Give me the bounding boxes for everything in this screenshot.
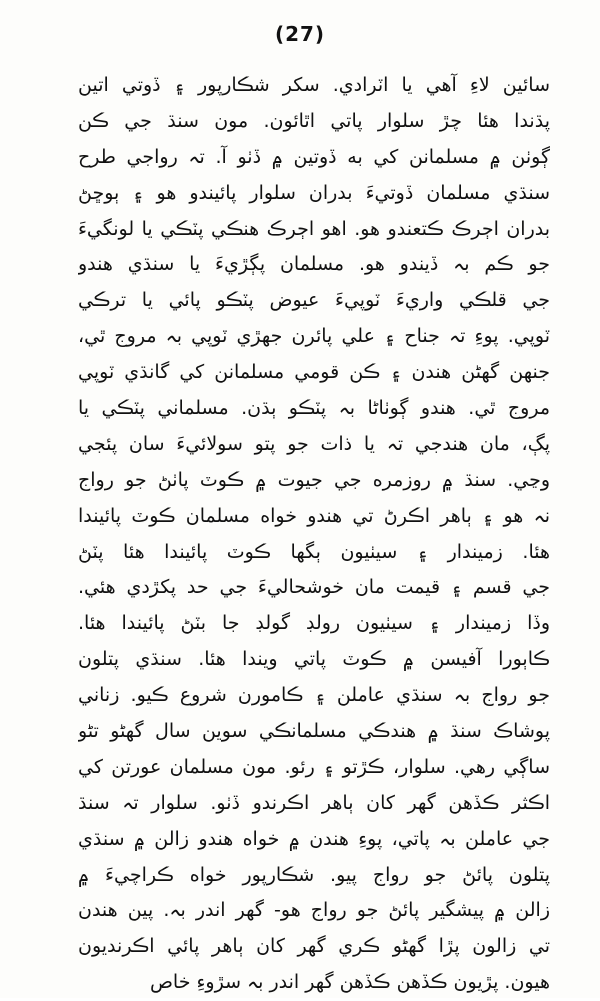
text-line: پتلون پائڻ جو رواج پيو. شڪارپور خواه ڪراچيءَ ۾ bbox=[78, 863, 550, 886]
text-line: ڳوٺن ۾ مسلمانن کي به ڏوتين ۾ ڏٺو آ. تہ رواجي طرح bbox=[78, 145, 550, 168]
text-line: جو رواج بہ سنڌي عاملن ۽ ڪامورن شروع ڪيو. زناني bbox=[78, 684, 550, 707]
text-line: سنڌي مسلمان ڏوتيءَ بدران سلوار پائيندو هو ۽ ٻوڇڻ bbox=[78, 181, 550, 204]
text-line: بدران اڄرڪ ڪتعندو هو. اهو اڄرڪ هنڪي پٽڪي يا لونگيءَ bbox=[78, 217, 550, 240]
text-line: جو ڪم بہ ڏيندو هو. مسلمان پڳڙيءَ يا سنڌي هندو bbox=[78, 253, 550, 276]
text-line: ساڳي رهي. سلوار، ڪڙتو ۽ رئو. مون مسلمان عورتن کي bbox=[78, 755, 550, 778]
text-line: نہ هو ۽ ٻاهر اڪرڻ تي هندو خواه مسلمان ڪوٽ پائيندا bbox=[78, 504, 550, 527]
text-line: وڏا زميندار ۽ سيٺيون رولڊ گولڊ جا بٽڻ پائيندا هئا. bbox=[78, 612, 550, 635]
text-line: جي قلڪي واريءَ ٽوپيءَ عيوض پٽڪو پائي يا ترڪي bbox=[78, 289, 550, 312]
text-line: هئا. زميندار ۽ سيٺيون ٻگها ڪوٽ پائيندا هئا پٽڻ bbox=[78, 540, 550, 563]
text-line: ٽوپي. پوءِ تہ جناح ۽ علي پائرن جهڙي ٽوپي بہ مروج ٿي، bbox=[78, 325, 550, 348]
text-line: سائين لاءِ آهي يا اٽرادي. سکر شڪارپور ۽ ڏوتي اتين bbox=[78, 74, 550, 96]
text-line: ڪاٻورا آفيسن ۾ ڪوٽ پاتي ويندا هئا. سنڌي پتلون bbox=[78, 648, 550, 671]
text-line: پوشاڪ سنڌ ۾ هندڪي مسلمانڪي سوين سال گهڻو تڻو bbox=[78, 720, 550, 743]
text-line: پڳ، مان هندجي تہ يا ذات جو پتو سولائيءَ سان پئجي bbox=[78, 432, 550, 455]
page-number: (27) bbox=[274, 22, 326, 46]
text-line: هيون. پڙيون ڪڏهن ڪڏهن گهر اندر بہ سڙوءِ خاص bbox=[149, 971, 550, 994]
text-line: وڃي. سنڌ ۾ روزمره جي جيوت ۾ ڪوٽ پاٺڻ جو رواج bbox=[78, 468, 550, 491]
page-body-text bbox=[78, 68, 550, 1001]
text-line: جي قسم ۽ قيمت مان خوشحاليءَ جي حد پکڙدي هئي. bbox=[78, 576, 550, 599]
text-line: پڌندا هئا چڙ سلوار پاتي اٿائون. مون سنڌ جي ڪن bbox=[78, 109, 550, 132]
text-line: جي عاملن بہ پاتي، پوءِ هندن ۾ خواه هندو زالن ۾ سنڌي bbox=[78, 827, 550, 850]
text-line: زالن ۾ پيشگير پائڻ جو رواج هو- گهر اندر بہ. پين هندن bbox=[78, 899, 550, 922]
text-line: تي زالون پڙا گهڻو ڪري گهر کان ٻاهر پائي اڪرنديون bbox=[78, 935, 550, 958]
text-line: اڪثر ڪڏهن گهر کان ٻاهر اڪرندو ڏٺو. سلوار تہ سنڌ bbox=[78, 791, 550, 814]
text-line: جنهن گهڻن هندن ۽ ڪن قومي مسلمانن کي گانڌي ٽوپي bbox=[78, 361, 550, 384]
text-line: مروج ٿي. هندو ڳوٺاڻا بہ پٽڪو ٻڌن. مسلماني پٽڪي يا bbox=[78, 397, 550, 420]
